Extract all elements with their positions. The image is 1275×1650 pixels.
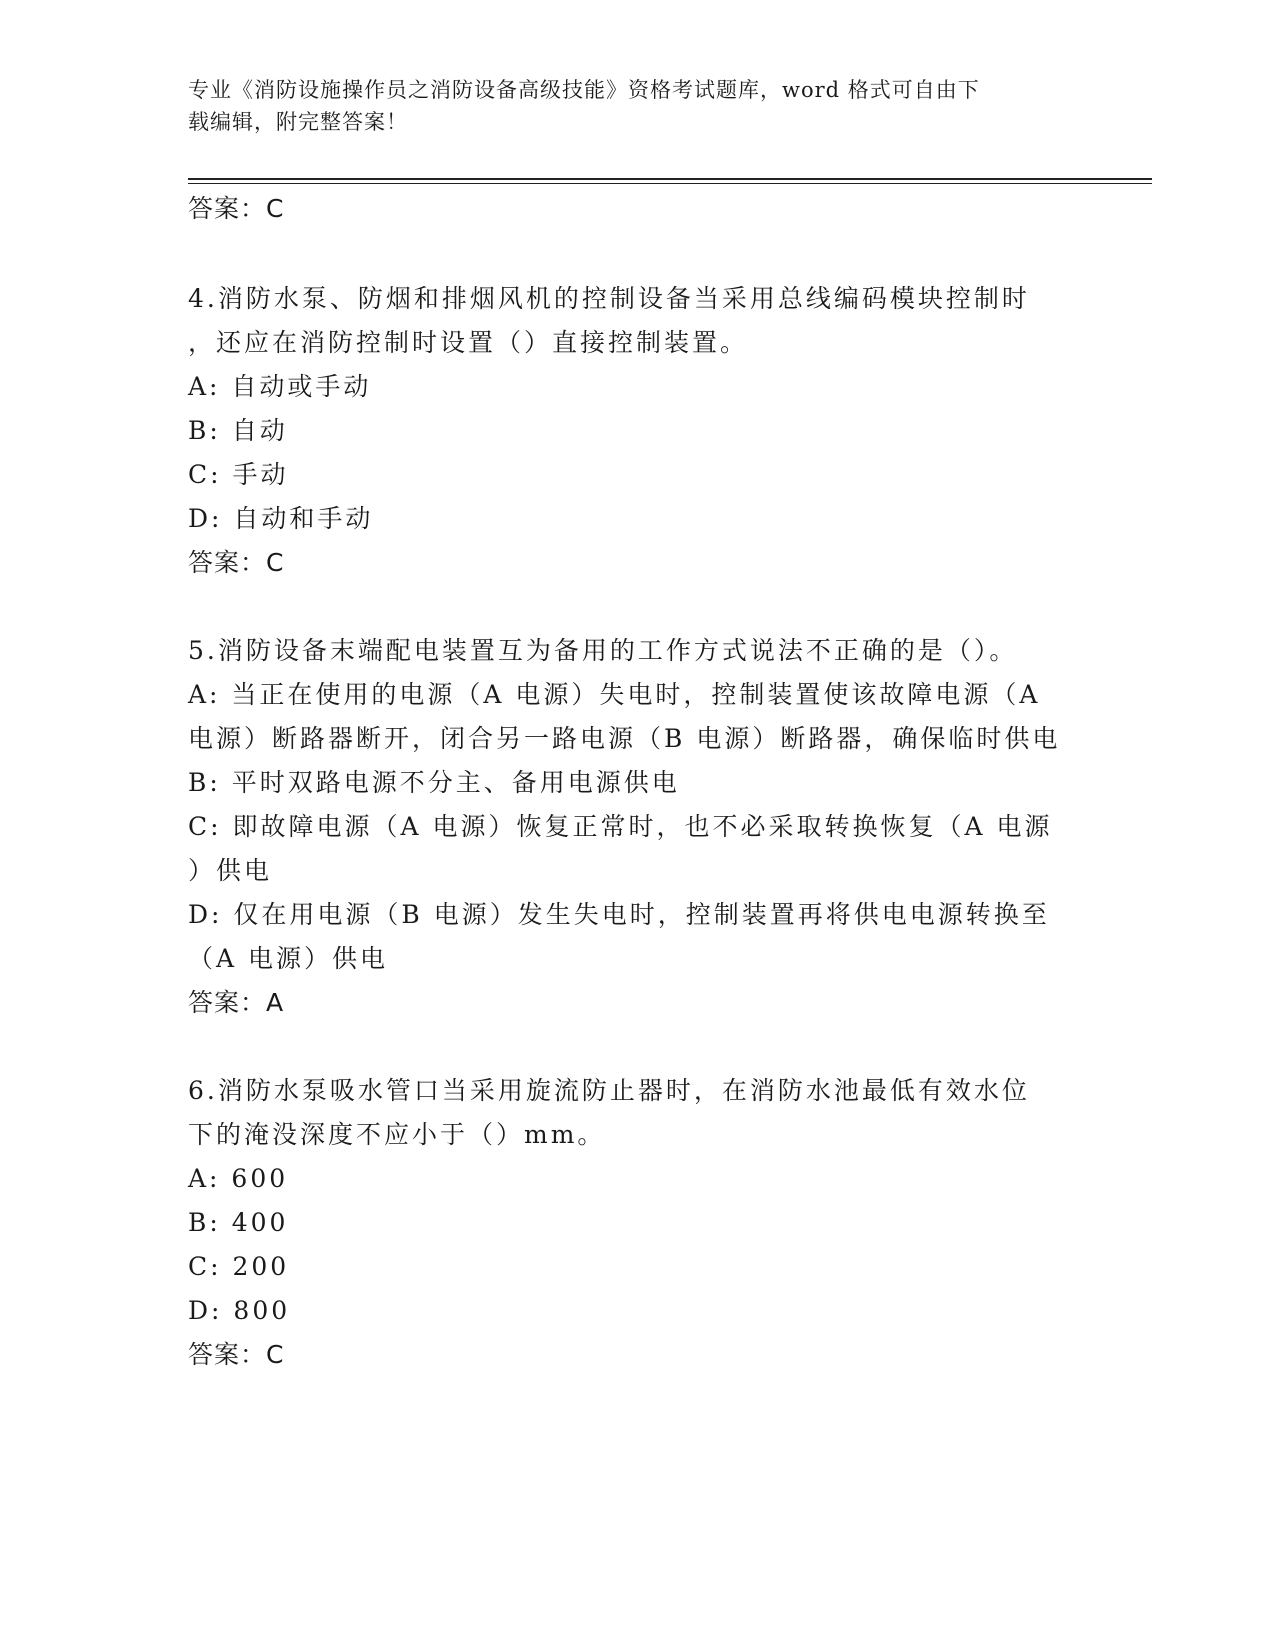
q6-answer: 答案：C <box>188 1340 285 1369</box>
q5-option-d-line-2: （A 电源）供电 <box>188 944 389 973</box>
q5-option-a-line-1: A: 当正在使用的电源（A 电源）失电时，控制装置使该故障电源（A <box>188 680 1041 709</box>
q5-option-d-line-1: D: 仅在用电源（B 电源）发生失电时，控制装置再将供电电源转换至 <box>188 900 1050 929</box>
q4-stem-line-1: 4.消防水泵、防烟和排烟风机的控制设备当采用总线编码模块控制时 <box>188 284 1030 313</box>
q6-option-a: A: 600 <box>188 1164 289 1193</box>
q4-stem-line-2: ，还应在消防控制时设置（）直接控制装置。 <box>188 328 749 357</box>
q4-option-b: B: 自动 <box>188 416 288 445</box>
q5-option-c-line-2: ）供电 <box>188 856 273 885</box>
q6-option-b: B: 400 <box>188 1208 289 1237</box>
header-divider-thick <box>188 178 1152 180</box>
q5-option-b: B: 平时双路电源不分主、备用电源供电 <box>188 768 680 797</box>
q4-answer: 答案：C <box>188 548 285 577</box>
header-line-1: 专业《消防设施操作员之消防设备高级技能》资格考试题库，word 格式可自由下 <box>188 78 980 102</box>
header-divider-thin <box>188 183 1152 184</box>
q6-option-c: C: 200 <box>188 1252 290 1281</box>
q4-option-a: A: 自动或手动 <box>188 372 372 401</box>
q5-answer: 答案：A <box>188 988 285 1017</box>
q6-option-d: D: 800 <box>188 1296 291 1325</box>
q5-option-a-line-2: 电源）断路器断开，闭合另一路电源（B 电源）断路器，确保临时供电 <box>188 724 1061 753</box>
q5-stem: 5.消防设备末端配电装置互为备用的工作方式说法不正确的是（）。 <box>188 636 1018 665</box>
header-line-2: 载编辑，附完整答案！ <box>188 110 408 134</box>
document-header <box>188 74 1068 138</box>
q5-option-c-line-1: C: 即故障电源（A 电源）恢复正常时，也不必采取转换恢复（A 电源 <box>188 812 1053 841</box>
q4-option-c: C: 手动 <box>188 460 289 489</box>
previous-answer: 答案：C <box>188 194 285 223</box>
q4-option-d: D: 自动和手动 <box>188 504 374 533</box>
q6-stem-line-1: 6.消防水泵吸水管口当采用旋流防止器时，在消防水池最低有效水位 <box>188 1076 1030 1105</box>
q6-stem-line-2: 下的淹没深度不应小于（）mm。 <box>188 1120 606 1149</box>
